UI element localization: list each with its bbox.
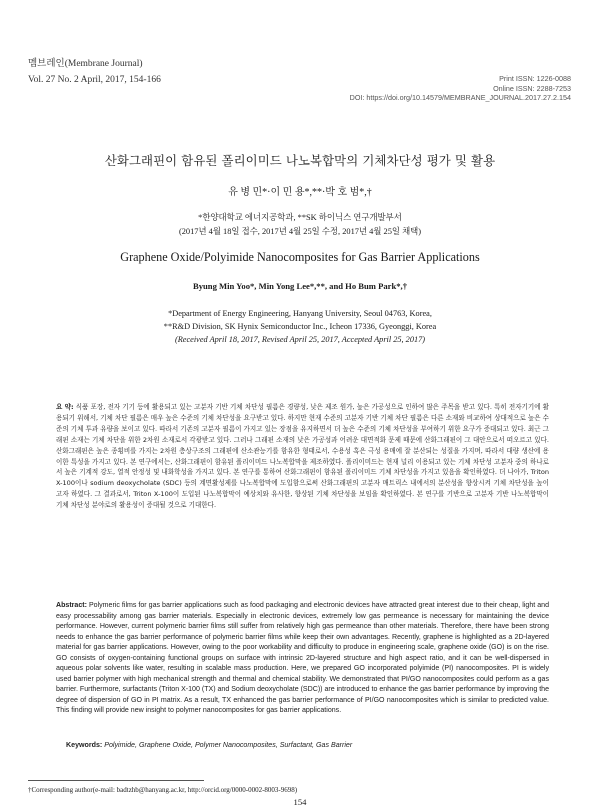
english-dates: (Received April 18, 2017, Revised April 25, 2017, Accepted April 25, 2017) xyxy=(174,335,426,345)
journal-header xyxy=(28,56,161,88)
page-number: 154 xyxy=(293,797,307,807)
keywords-label: Keywords: xyxy=(66,741,103,749)
korean-abstract-label: 요 약: xyxy=(56,403,74,411)
korean-affiliation-block xyxy=(0,211,600,239)
korean-title: 산화그래핀이 함유된 폴리이미드 나노복합막의 기체차단성 평가 및 활용 xyxy=(104,153,496,168)
english-authors: Byung Min Yoo*, Min Yong Lee*,**, and Ho Bum Park*,† xyxy=(193,281,407,291)
korean-abstract xyxy=(56,402,549,511)
korean-authors: 유 병 민*·이 민 용*,**·박 호 범*,† xyxy=(228,187,372,198)
issn-block xyxy=(350,74,571,103)
english-affiliation-2: **R&D Division, SK Hynix Semiconductor Inc., Icheon 17336, Gyeonggi, Korea xyxy=(163,322,437,332)
english-affiliation-block xyxy=(0,307,600,347)
keywords-text: Polyimide, Graphene Oxide, Polymer Nanocomposites, Surfactant, Gas Barrier xyxy=(104,741,353,749)
print-issn: Print ISSN: 1226-0088 xyxy=(499,74,571,83)
korean-affiliation: *한양대학교 에너지공학과, **SK 하이닉스 연구개발부서 xyxy=(198,213,402,222)
english-abstract-text: Polymeric films for gas barrier applications such as food packaging and electronic devices have attracted great interest due to their cheap, light and easy processability among gas barrier materials. Especially in electronic devices, extremely low gas permeance is necessary for maintaining the device performance. However, current polymeric barrier films still suffer from relatively high gas permeance than other materials. Therefore, there have been strong needs to enhance the gas barrier performance of polymeric barrier films while keep their own advantages. Recently, graphene is highlighted as a 2D-layered material for gas barrier applications. However, owing to the poor workability and difficulty to produce in engineering scale, graphene oxide (GO) is on the rise. GO consists of oxygen-containing functional groups on surface with intrinsic 2D-layered structure and high aspect ratio, and it can be well-dispersed in aqueous polar solvents like water, resulting in scalable mass production. Here, we prepared GO incorporated polyimide (PI) nanocomposites. PI is widely used barrier polymer with high mechanical strength and thermal and chemical stability. We demonstrated that PI/GO nanocomposites could perform as a gas barrier. Furthermore, surfactants (Triton X-100 (TX) and Sodium deoxycholate (SDC)) are introduced to enhance the gas barrier performance by improving the degree of dispersion of GO in PI matrix. As a result, TX enhanced the gas barrier performance of PI/GO nanocomposites which is similar to predicted value. This finding will provide new insight to polymer nanocomposites for gas barrier applications. xyxy=(56,602,549,714)
footnote-divider xyxy=(28,780,204,781)
english-affiliation-1: *Department of Energy Engineering, Hanyang University, Seoul 04763, Korea, xyxy=(168,309,432,318)
doi-link[interactable]: DOI: https://doi.org/10.14579/MEMBRANE_JOURNAL.2017.27.2.154 xyxy=(349,93,571,103)
journal-volume: Vol. 27 No. 2 April, 2017, 154-166 xyxy=(28,75,161,85)
korean-dates: (2017년 4월 18일 접수, 2017년 4월 25일 수정, 2017년 4월 25일 채택) xyxy=(178,227,422,236)
english-abstract xyxy=(56,601,549,717)
english-abstract-label: Abstract: xyxy=(56,602,87,609)
keywords xyxy=(66,741,546,749)
korean-abstract-text: 식품 포장, 전자 기기 등에 활용되고 있는 고분자 기반 기체 차단성 필름은 경량성, 낮은 제조 원가, 높은 가공성으로 인하여 많은 주목을 받고 있다. 특히 전자기기에 활용되기 위해서, 기체 차단 필름은 매우 높은 수준의 기체 차단성을 요구받고 있다. 하지만 현재 수준의 고분자 기반 기체 차단 필름은 다른 소재와 비교하여 상대적으로 높은 수준의 기체 투과 유량을 보이고 있다. 따라서 기존의 고분자 필름이 가지고 있는 장점을 유지하면서 더 높은 수준의 기체 차단성을 부여하기 위한 요구가 증대되고 있다. 최근 그래핀 소재는 기체 차단을 위한 2차원 소재로서 각광받고 있다. 그러나 그래핀 소재의 낮은 가공성과 어려운 대면적화 문제 때문에 산화그래핀이 그 대안으로서 떠오르고 있다. 산화그래핀은 높은 종횡비를 가지는 2차원 층상구조의 그래핀에 산소관능기를 함유한 형태로서, 수용성 혹은 극성 용매에 잘 분산되는 성질을 가지며, 따라서 대량 생산에 용이한 특성을 가지고 있다. 본 연구에서는, 산화그래핀이 함유된 폴리이미드 나노복합막을 제조하였다. 폴리이미드는 현재 널리 이용되고 있는 기체 차단성 고분자 중의 하나로서 높은 기계적 강도, 열적 안정성 및 내화학성을 가지고 있다. 본 연구를 통하여 산화그래핀이 함유된 폴리이미드 기체 차단성을 가지고 있음을 확인하였다. 더 나아가, Triton X-100이나 sodium deoxycholate (SDC) 등의 계면활성제를 나노복합막에 도입함으로써 산화그래핀의 고분자 매트릭스 내에서의 분산성을 향상시켜 기체 차단성을 높이고자 하였다. 그 결과로서, Triton X-100이 도입된 나노복합막이 예상치와 유사한, 향상된 기체 차단성을 보임을 확인하였다. 본 연구를 기반으로 고분자 기반 나노복합막이 기체 차단성 분야로의 활용성이 증대될 것으로 기대한다. xyxy=(56,403,549,510)
english-title: Graphene Oxide/Polyimide Nanocomposites for Gas Barrier Applications xyxy=(120,250,480,264)
corresponding-author-footnote: †Corresponding author(e-mail: badtzhb@hanyang.ac.kr, http://orcid.org/0000-0002-8003-9698) xyxy=(28,786,298,794)
journal-name: 멤브레인(Membrane Journal) xyxy=(28,59,143,69)
online-issn: Online ISSN: 2288-7253 xyxy=(493,83,571,93)
